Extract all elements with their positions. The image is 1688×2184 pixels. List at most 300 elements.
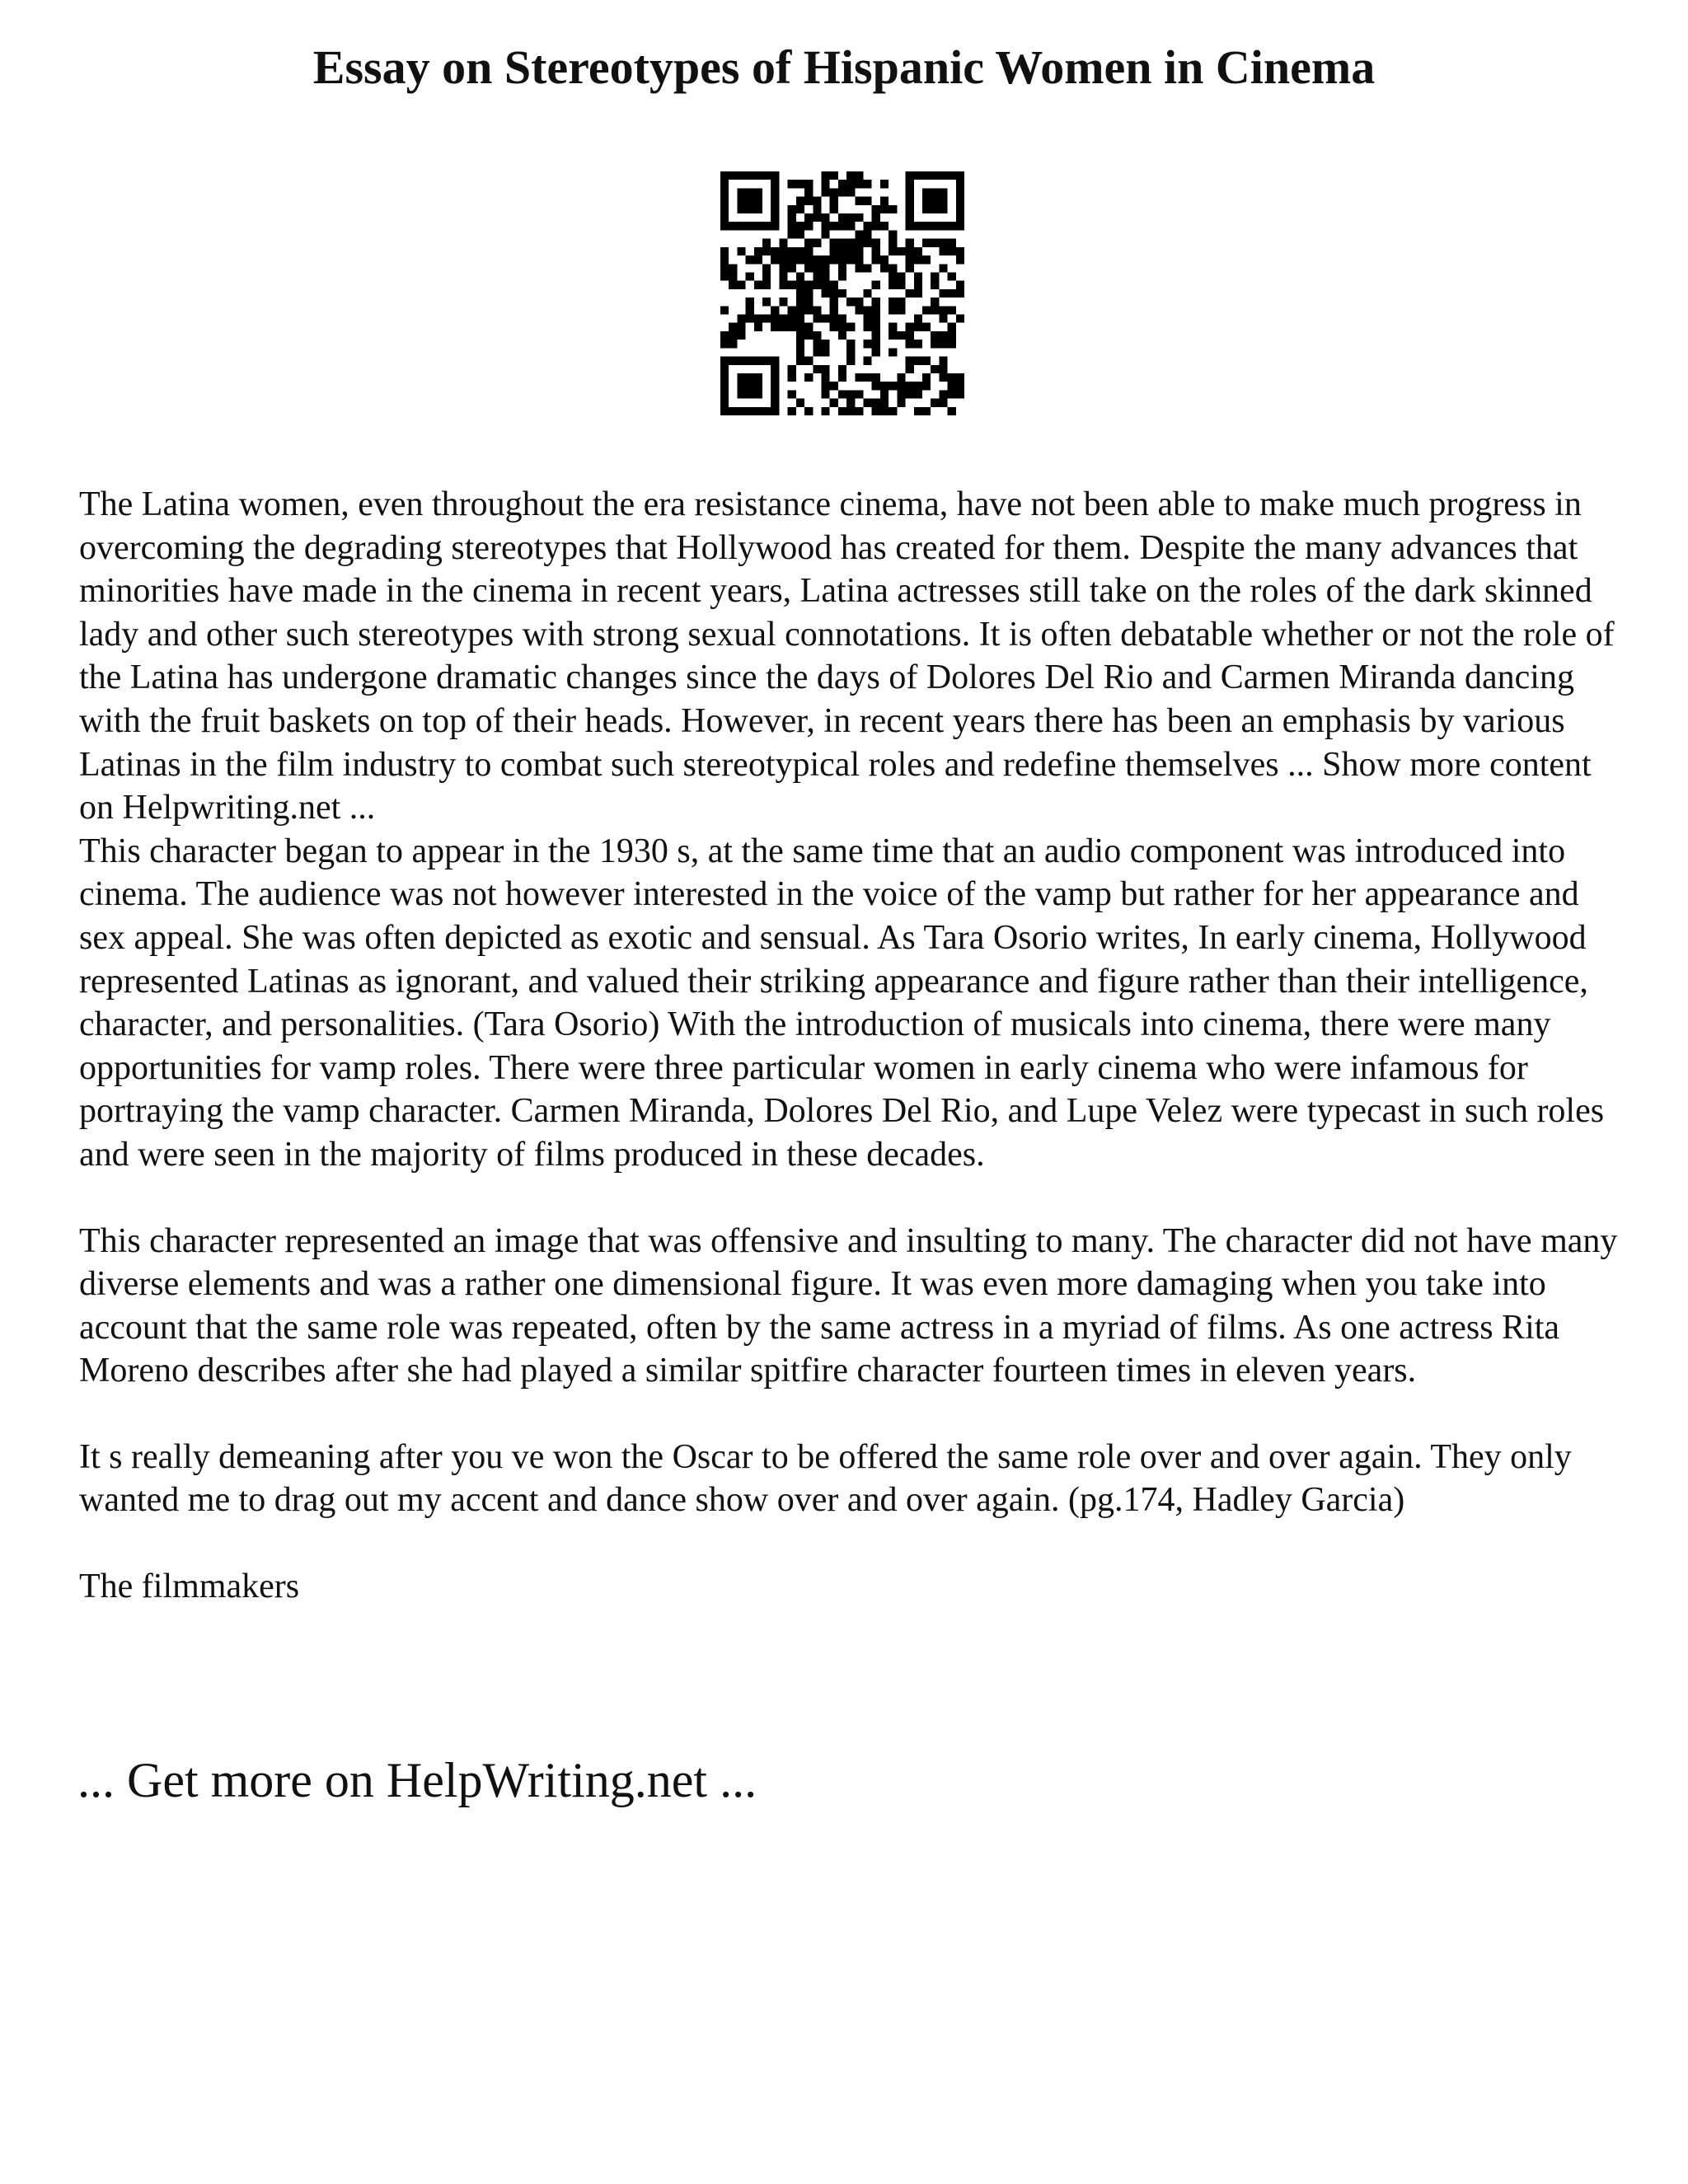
qr-module bbox=[931, 306, 939, 314]
qr-module bbox=[864, 340, 872, 348]
qr-module bbox=[872, 222, 880, 230]
qr-module bbox=[796, 205, 804, 213]
qr-module bbox=[931, 272, 939, 280]
qr-module bbox=[771, 315, 779, 323]
qr-module bbox=[746, 255, 754, 264]
qr-module bbox=[931, 298, 939, 306]
qr-module bbox=[729, 340, 737, 348]
qr-module bbox=[872, 382, 880, 390]
qr-module bbox=[838, 247, 846, 255]
qr-module bbox=[846, 222, 855, 230]
qr-module bbox=[872, 306, 880, 314]
qr-module bbox=[948, 272, 956, 280]
qr-module bbox=[729, 272, 737, 280]
qr-module bbox=[788, 180, 796, 188]
qr-module bbox=[956, 390, 964, 398]
qr-module bbox=[956, 247, 964, 255]
qr-module bbox=[846, 407, 855, 415]
essay-paragraph-2: This character began to appear in the 1930 s, at the same time that an audio component was introduced into cinema. The audience was not however interested in the voice of the vamp but rather for her appearance and sex appeal. She was often depicted as exotic and sensual. As Tara Osorio writes, In early cinema, Hollywood represented Latinas as ignorant, and valued their striking appearance and figure rather than their intelligence, character, and personalities. (Tara Osorio) With the introduction of musicals into cinema, there were many opportunities for vamp roles. There were three particular women in early cinema who were infamous for portraying the vamp character. Carmen Miranda, Dolores Del Rio, and Lupe Velez were typecast in such roles and were seen in the majority of films produced in these decades. bbox=[79, 832, 1605, 1174]
qr-module bbox=[922, 255, 931, 264]
qr-module bbox=[939, 365, 947, 373]
qr-module bbox=[788, 315, 796, 323]
qr-module bbox=[796, 222, 804, 230]
qr-module bbox=[796, 357, 804, 365]
qr-module bbox=[813, 315, 821, 323]
qr-module bbox=[889, 230, 897, 238]
qr-module bbox=[821, 188, 829, 196]
qr-module bbox=[855, 171, 863, 180]
qr-module bbox=[846, 357, 855, 365]
qr-module bbox=[889, 348, 897, 356]
qr-module bbox=[889, 306, 897, 314]
qr-module bbox=[948, 382, 956, 390]
qr-module bbox=[906, 264, 914, 272]
qr-finder-core bbox=[737, 188, 762, 213]
qr-module bbox=[796, 306, 804, 314]
qr-module bbox=[897, 331, 905, 340]
qr-module bbox=[864, 222, 872, 230]
qr-module bbox=[948, 407, 956, 415]
qr-module bbox=[889, 298, 897, 306]
qr-module bbox=[914, 382, 922, 390]
qr-module bbox=[846, 180, 855, 188]
qr-module bbox=[855, 255, 863, 264]
qr-module bbox=[922, 306, 931, 314]
qr-module bbox=[788, 281, 796, 289]
qr-module bbox=[788, 255, 796, 264]
qr-module bbox=[796, 289, 804, 298]
qr-module bbox=[830, 315, 838, 323]
qr-module bbox=[897, 382, 905, 390]
qr-module bbox=[889, 205, 897, 213]
qr-module bbox=[855, 306, 863, 314]
qr-module bbox=[948, 331, 956, 340]
qr-module bbox=[821, 264, 829, 272]
qr-module bbox=[956, 255, 964, 264]
qr-module bbox=[813, 197, 821, 205]
qr-module bbox=[889, 239, 897, 247]
qr-finder-core bbox=[737, 373, 762, 399]
qr-module bbox=[813, 365, 821, 373]
qr-module bbox=[813, 239, 821, 247]
qr-module bbox=[939, 315, 947, 323]
qr-module bbox=[762, 264, 771, 272]
qr-module bbox=[779, 315, 787, 323]
qr-module bbox=[830, 323, 838, 331]
qr-module bbox=[931, 331, 939, 340]
qr-module bbox=[779, 272, 787, 280]
qr-module bbox=[720, 340, 729, 348]
qr-module bbox=[830, 298, 838, 306]
qr-module bbox=[821, 289, 829, 298]
qr-module bbox=[838, 180, 846, 188]
qr-module bbox=[720, 331, 729, 340]
qr-module bbox=[830, 188, 838, 196]
qr-module bbox=[821, 340, 829, 348]
qr-module bbox=[729, 281, 737, 289]
qr-module bbox=[838, 222, 846, 230]
qr-module bbox=[889, 281, 897, 289]
qr-module bbox=[939, 340, 947, 348]
qr-module bbox=[821, 281, 829, 289]
qr-module bbox=[838, 407, 846, 415]
qr-module bbox=[838, 323, 846, 331]
qr-module bbox=[864, 315, 872, 323]
qr-module bbox=[914, 281, 922, 289]
qr-module bbox=[729, 331, 737, 340]
qr-module bbox=[729, 264, 737, 272]
essay-paragraph-1: The Latina women, even throughout the era resistance cinema, have not been able to make much progress in overcoming the degrading stereotypes that Hollywood has created for them. Despite the many advances that minorities have made in the cinema in recent years, Latina actresses still take on the roles of the dark skinned lady and other such stereotypes with strong sexual connotations. It is often debatable whether or not the role of the Latina has undergone dramatic changes since the days of Dolores Del Rio and Carmen Miranda dancing with the fruit baskets on top of their heads. However, in recent years there has been an emphasis by various Latinas in the film industry to combat such stereotypical roles and redefine themselves ... Show more content on Helpwriting.net ... bbox=[79, 485, 1615, 827]
qr-module bbox=[872, 323, 880, 331]
qr-module bbox=[846, 340, 855, 348]
qr-module bbox=[737, 247, 745, 255]
qr-module bbox=[846, 213, 855, 222]
qr-module bbox=[914, 272, 922, 280]
qr-module bbox=[804, 264, 813, 272]
qr-module bbox=[922, 357, 931, 365]
qr-module bbox=[796, 399, 804, 407]
qr-module bbox=[897, 247, 905, 255]
qr-module bbox=[864, 239, 872, 247]
qr-module bbox=[796, 340, 804, 348]
qr-module bbox=[914, 407, 922, 415]
qr-module bbox=[720, 264, 729, 272]
qr-module bbox=[948, 247, 956, 255]
qr-module bbox=[788, 407, 796, 415]
qr-module bbox=[846, 255, 855, 264]
qr-module bbox=[830, 171, 838, 180]
qr-module bbox=[796, 230, 804, 238]
qr-module bbox=[804, 239, 813, 247]
qr-module bbox=[779, 281, 787, 289]
qr-module bbox=[813, 255, 821, 264]
qr-module bbox=[771, 247, 779, 255]
qr-module bbox=[931, 340, 939, 348]
qr-module bbox=[872, 399, 880, 407]
qr-module bbox=[864, 180, 872, 188]
qr-module bbox=[779, 239, 787, 247]
qr-module bbox=[880, 399, 889, 407]
qr-module bbox=[830, 382, 838, 390]
qr-module bbox=[830, 222, 838, 230]
qr-module bbox=[914, 357, 922, 365]
qr-module bbox=[855, 180, 863, 188]
qr-module bbox=[830, 281, 838, 289]
qr-module bbox=[796, 180, 804, 188]
qr-module bbox=[813, 213, 821, 222]
qr-module bbox=[855, 213, 863, 222]
qr-module bbox=[788, 390, 796, 398]
document-title: Essay on Stereotypes of Hispanic Women in Cinema bbox=[312, 40, 1376, 94]
paragraph-gap bbox=[79, 1393, 1629, 1436]
qr-module bbox=[821, 171, 829, 180]
qr-module bbox=[804, 289, 813, 298]
qr-module bbox=[846, 323, 855, 331]
qr-module bbox=[788, 323, 796, 331]
qr-module bbox=[880, 255, 889, 264]
qr-module bbox=[762, 247, 771, 255]
qr-module bbox=[864, 230, 872, 238]
qr-module bbox=[813, 331, 821, 340]
qr-module bbox=[897, 281, 905, 289]
qr-module bbox=[906, 382, 914, 390]
qr-module bbox=[720, 247, 729, 255]
qr-module bbox=[804, 213, 813, 222]
qr-module bbox=[855, 407, 863, 415]
qr-module bbox=[821, 213, 829, 222]
qr-module bbox=[729, 323, 737, 331]
qr-module bbox=[838, 272, 846, 280]
qr-module bbox=[948, 340, 956, 348]
qr-module bbox=[889, 323, 897, 331]
qr-module bbox=[788, 306, 796, 314]
qr-module bbox=[821, 222, 829, 230]
qr-module bbox=[922, 382, 931, 390]
qr-module bbox=[804, 298, 813, 306]
paragraph-gap bbox=[79, 1177, 1629, 1220]
paragraph-gap bbox=[79, 1522, 1629, 1565]
qr-module bbox=[906, 357, 914, 365]
qr-module bbox=[796, 197, 804, 205]
qr-module bbox=[922, 373, 931, 382]
qr-module bbox=[821, 365, 829, 373]
qr-module bbox=[804, 222, 813, 230]
qr-module bbox=[872, 340, 880, 348]
qr-module bbox=[914, 340, 922, 348]
qr-module bbox=[889, 407, 897, 415]
qr-module bbox=[948, 239, 956, 247]
qr-module bbox=[720, 272, 729, 280]
qr-module bbox=[838, 315, 846, 323]
qr-module bbox=[864, 306, 872, 314]
qr-module bbox=[830, 306, 838, 314]
qr-module bbox=[796, 298, 804, 306]
qr-module bbox=[855, 239, 863, 247]
qr-module bbox=[872, 331, 880, 340]
qr-module bbox=[931, 365, 939, 373]
qr-module bbox=[737, 281, 745, 289]
qr-code-icon bbox=[720, 171, 964, 415]
qr-module bbox=[830, 399, 838, 407]
qr-module bbox=[788, 230, 796, 238]
qr-module bbox=[838, 239, 846, 247]
qr-module bbox=[846, 399, 855, 407]
qr-module bbox=[762, 298, 771, 306]
qr-module bbox=[956, 281, 964, 289]
qr-module bbox=[838, 365, 846, 373]
qr-module bbox=[939, 247, 947, 255]
qr-module bbox=[821, 180, 829, 188]
qr-module bbox=[796, 348, 804, 356]
qr-module bbox=[914, 247, 922, 255]
qr-module bbox=[838, 188, 846, 196]
qr-module bbox=[889, 331, 897, 340]
qr-module bbox=[838, 289, 846, 298]
qr-code-graphic bbox=[720, 171, 964, 415]
qr-module bbox=[804, 197, 813, 205]
qr-module bbox=[906, 365, 914, 373]
qr-module bbox=[948, 306, 956, 314]
qr-module bbox=[779, 323, 787, 331]
qr-module bbox=[897, 306, 905, 314]
qr-module bbox=[897, 399, 905, 407]
qr-module bbox=[872, 239, 880, 247]
qr-module bbox=[804, 357, 813, 365]
qr-module bbox=[838, 213, 846, 222]
qr-module bbox=[771, 255, 779, 264]
qr-module bbox=[855, 298, 863, 306]
qr-module bbox=[737, 323, 745, 331]
qr-module bbox=[939, 357, 947, 365]
qr-module bbox=[779, 264, 787, 272]
qr-module bbox=[864, 357, 872, 365]
qr-module bbox=[813, 340, 821, 348]
qr-module bbox=[948, 390, 956, 398]
qr-module bbox=[762, 315, 771, 323]
qr-module bbox=[788, 205, 796, 213]
qr-module bbox=[846, 348, 855, 356]
qr-module bbox=[796, 247, 804, 255]
qr-module bbox=[813, 348, 821, 356]
qr-module bbox=[813, 272, 821, 280]
qr-module bbox=[821, 272, 829, 280]
qr-module bbox=[922, 407, 931, 415]
qr-module bbox=[821, 382, 829, 390]
qr-module bbox=[779, 298, 787, 306]
qr-module bbox=[939, 289, 947, 298]
qr-module bbox=[872, 348, 880, 356]
qr-module bbox=[813, 281, 821, 289]
qr-module bbox=[931, 239, 939, 247]
essay-body bbox=[79, 483, 1629, 1609]
qr-module bbox=[914, 390, 922, 398]
qr-module bbox=[830, 205, 838, 213]
qr-module bbox=[754, 281, 762, 289]
qr-module bbox=[939, 373, 947, 382]
qr-module bbox=[788, 373, 796, 382]
qr-module bbox=[880, 264, 889, 272]
qr-module bbox=[737, 315, 745, 323]
qr-module bbox=[872, 298, 880, 306]
qr-module bbox=[821, 348, 829, 356]
qr-module bbox=[804, 180, 813, 188]
qr-module bbox=[771, 323, 779, 331]
qr-module bbox=[906, 323, 914, 331]
qr-module bbox=[804, 281, 813, 289]
qr-module bbox=[746, 315, 754, 323]
qr-module bbox=[914, 289, 922, 298]
qr-module bbox=[804, 331, 813, 340]
qr-module bbox=[872, 255, 880, 264]
qr-module bbox=[897, 298, 905, 306]
qr-module bbox=[939, 239, 947, 247]
qr-module bbox=[846, 298, 855, 306]
qr-module bbox=[939, 399, 947, 407]
qr-module bbox=[880, 407, 889, 415]
qr-module bbox=[720, 255, 729, 264]
qr-module bbox=[788, 213, 796, 222]
qr-module bbox=[813, 306, 821, 314]
qr-module bbox=[855, 390, 863, 398]
qr-module bbox=[788, 247, 796, 255]
qr-module bbox=[804, 323, 813, 331]
qr-module bbox=[754, 247, 762, 255]
qr-module bbox=[754, 255, 762, 264]
qr-module bbox=[762, 272, 771, 280]
qr-module bbox=[855, 264, 863, 272]
qr-module bbox=[796, 281, 804, 289]
qr-module bbox=[889, 264, 897, 272]
qr-module bbox=[846, 390, 855, 398]
qr-module bbox=[796, 315, 804, 323]
qr-module bbox=[872, 247, 880, 255]
qr-module bbox=[956, 373, 964, 382]
qr-module bbox=[922, 239, 931, 247]
qr-module bbox=[864, 289, 872, 298]
qr-module bbox=[821, 407, 829, 415]
qr-module bbox=[804, 247, 813, 255]
qr-module bbox=[906, 390, 914, 398]
qr-module bbox=[897, 272, 905, 280]
qr-module bbox=[906, 255, 914, 264]
qr-module bbox=[880, 180, 889, 188]
qr-module bbox=[830, 197, 838, 205]
qr-module bbox=[948, 323, 956, 331]
qr-module bbox=[889, 272, 897, 280]
qr-module bbox=[889, 382, 897, 390]
qr-module bbox=[897, 390, 905, 398]
qr-module bbox=[838, 264, 846, 272]
qr-module bbox=[939, 264, 947, 272]
qr-module bbox=[796, 331, 804, 340]
qr-module bbox=[906, 331, 914, 340]
qr-module bbox=[948, 373, 956, 382]
qr-module bbox=[880, 390, 889, 398]
get-more-link[interactable]: ... Get more on HelpWriting.net ... bbox=[77, 1753, 757, 1807]
qr-module bbox=[855, 230, 863, 238]
essay-paragraph-4: It s really demeaning after you ve won the Oscar to be offered the same role over and over again. They only wanted me to drag out my accent and dance show over and over again. (pg.174, Hadley Garcia) bbox=[79, 1437, 1572, 1520]
qr-module bbox=[906, 340, 914, 348]
qr-module bbox=[830, 289, 838, 298]
qr-module bbox=[830, 239, 838, 247]
qr-module bbox=[906, 289, 914, 298]
qr-module bbox=[846, 247, 855, 255]
qr-module bbox=[880, 222, 889, 230]
qr-module bbox=[796, 323, 804, 331]
qr-module bbox=[804, 306, 813, 314]
qr-module bbox=[821, 390, 829, 398]
qr-module bbox=[914, 323, 922, 331]
qr-module bbox=[864, 373, 872, 382]
qr-module bbox=[872, 407, 880, 415]
qr-module bbox=[864, 197, 872, 205]
qr-module bbox=[939, 331, 947, 340]
qr-module bbox=[754, 315, 762, 323]
qr-module bbox=[864, 264, 872, 272]
qr-module bbox=[838, 331, 846, 340]
qr-module bbox=[931, 281, 939, 289]
qr-module bbox=[788, 222, 796, 230]
qr-module bbox=[746, 298, 754, 306]
qr-module bbox=[880, 205, 889, 213]
qr-module bbox=[855, 197, 863, 205]
qr-module bbox=[788, 264, 796, 272]
qr-module bbox=[838, 390, 846, 398]
qr-module bbox=[846, 171, 855, 180]
qr-module bbox=[754, 323, 762, 331]
qr-module bbox=[956, 289, 964, 298]
qr-module bbox=[846, 239, 855, 247]
